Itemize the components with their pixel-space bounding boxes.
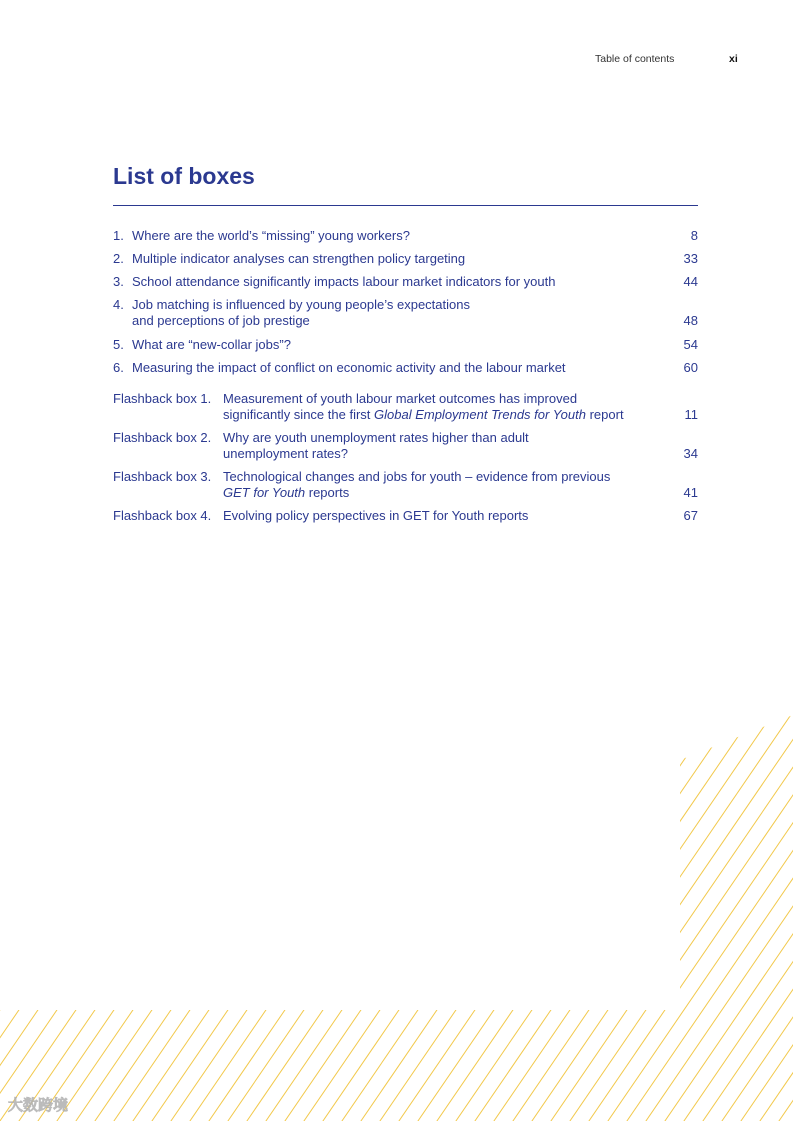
box-page: 8 bbox=[690, 228, 698, 243]
hatch-line bbox=[0, 491, 469, 1121]
flashback-page: 41 bbox=[683, 485, 698, 500]
hatch-line bbox=[462, 491, 793, 1121]
hatch-line bbox=[0, 491, 279, 1121]
hatch-line bbox=[595, 491, 793, 1121]
flashback-label: Flashback box 4. bbox=[113, 508, 212, 523]
box-page: 48 bbox=[683, 313, 698, 328]
box-entry-6[interactable] bbox=[113, 360, 698, 376]
flashback-label: Flashback box 1. bbox=[113, 391, 212, 406]
hatch-line bbox=[0, 491, 336, 1121]
hatch-line bbox=[0, 491, 507, 1121]
flashback-entry-4[interactable] bbox=[113, 508, 698, 524]
box-title: Multiple indicator analyses can strengthen policy targeting bbox=[132, 251, 466, 266]
box-entry-4[interactable] bbox=[113, 297, 698, 329]
flashback-label: Flashback box 3. bbox=[113, 469, 212, 484]
box-title: School attendance significantly impacts labour market indicators for youth bbox=[132, 274, 556, 289]
hatch-line bbox=[576, 491, 793, 1121]
hatch-line bbox=[310, 491, 793, 1121]
flashback-page: 34 bbox=[683, 446, 698, 461]
hatch-line bbox=[0, 491, 393, 1121]
hatch-line bbox=[0, 491, 374, 1121]
hatch-line bbox=[424, 491, 793, 1121]
flashback-entry-1[interactable] bbox=[113, 391, 698, 423]
box-number: 5. bbox=[113, 337, 124, 352]
hatch-line bbox=[0, 491, 260, 1121]
flashback-page: 67 bbox=[683, 508, 698, 523]
box-title: Job matching is influenced by young people’s expectations and perceptions of job prestige bbox=[132, 297, 470, 328]
hatch-line bbox=[0, 491, 317, 1121]
hatch-line bbox=[709, 491, 793, 1121]
hatch-line bbox=[386, 491, 793, 1121]
page-title: List of boxes bbox=[113, 163, 255, 189]
page-number: xi bbox=[729, 53, 738, 65]
hatch-line bbox=[728, 491, 793, 1121]
hatch-line bbox=[0, 491, 450, 1121]
box-entry-1[interactable] bbox=[113, 228, 698, 244]
hatch-line bbox=[538, 491, 793, 1121]
page-header bbox=[0, 53, 793, 69]
hatch-line bbox=[0, 491, 298, 1121]
box-number: 3. bbox=[113, 274, 124, 289]
box-title: Measuring the impact of conflict on economic activity and the labour market bbox=[132, 360, 566, 375]
section-title: Table of contents bbox=[595, 53, 675, 65]
box-title: Where are the world’s “missing” young workers? bbox=[132, 228, 410, 243]
box-entry-5[interactable] bbox=[113, 337, 698, 353]
hatch-line bbox=[519, 491, 793, 1121]
watermark-logo: 大数跨境 bbox=[8, 1097, 69, 1114]
hatch-line bbox=[690, 491, 793, 1121]
flashback-entry-3[interactable] bbox=[113, 469, 698, 501]
hatch-line bbox=[557, 491, 793, 1121]
flashback-title: Measurement of youth labour market outcomes has improved significantly since the first Global Employment Trends for Youth report bbox=[223, 391, 624, 422]
hatch-line bbox=[0, 491, 488, 1121]
hatch-line bbox=[329, 491, 793, 1121]
hatch-line bbox=[291, 491, 793, 1121]
box-number: 4. bbox=[113, 297, 124, 312]
title-rule bbox=[113, 205, 698, 206]
box-number: 6. bbox=[113, 360, 124, 375]
hatch-line bbox=[633, 491, 793, 1121]
hatch-line bbox=[0, 491, 355, 1121]
flashback-label: Flashback box 2. bbox=[113, 430, 212, 445]
box-page: 33 bbox=[683, 251, 698, 266]
box-number: 1. bbox=[113, 228, 124, 243]
box-entry-2[interactable] bbox=[113, 251, 698, 267]
hatch-line bbox=[481, 491, 793, 1121]
hatch-line bbox=[671, 491, 793, 1121]
flashback-title: Technological changes and jobs for youth – evidence from previous GET for Youth reports bbox=[223, 469, 611, 500]
flashback-title: Evolving policy perspectives in GET for Youth reports bbox=[223, 508, 529, 523]
flashback-title: Why are youth unemployment rates higher than adult unemployment rates? bbox=[223, 430, 529, 461]
hatch-line bbox=[443, 491, 793, 1121]
box-entry-3[interactable] bbox=[113, 274, 698, 290]
box-page: 54 bbox=[683, 337, 698, 352]
flashback-page: 11 bbox=[684, 407, 698, 422]
box-page: 44 bbox=[683, 274, 698, 289]
box-page: 60 bbox=[683, 360, 698, 375]
box-number: 2. bbox=[113, 251, 124, 266]
flashback-entry-2[interactable] bbox=[113, 430, 698, 462]
hatch-line bbox=[0, 491, 431, 1121]
box-title: What are “new-collar jobs”? bbox=[132, 337, 291, 352]
hatch-line bbox=[348, 491, 793, 1121]
hatch-line bbox=[766, 491, 793, 1121]
